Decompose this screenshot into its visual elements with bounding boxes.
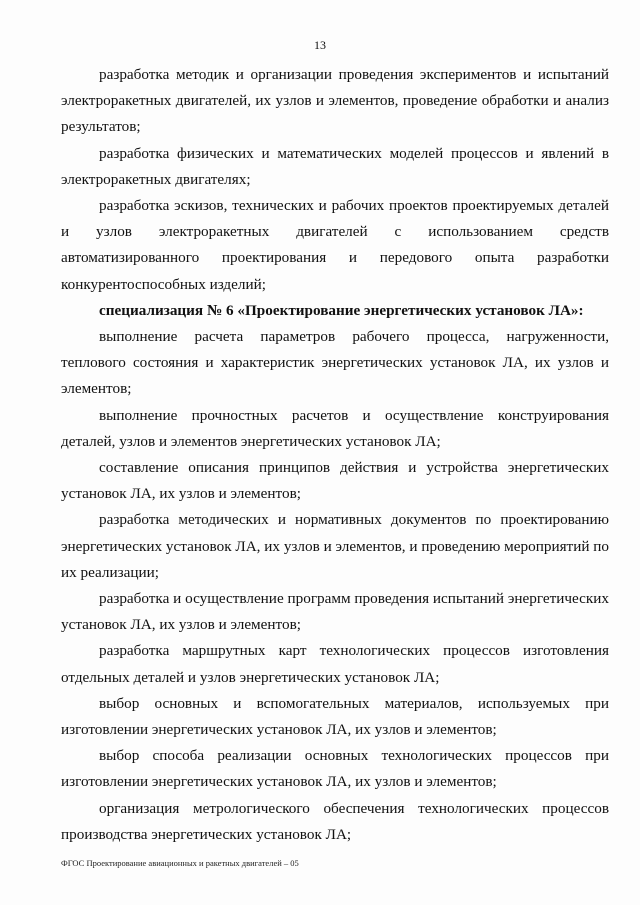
paragraph-operating-principles: составление описания принципов действия и устройства энергетических установок ЛА, их узлов и элементов;	[61, 459, 609, 503]
paragraph-process-selection: выбор способа реализации основных технологических процессов при изготовлении энергетических установок ЛА, их узлов и элементов;	[61, 747, 609, 791]
document-footer: ФГОС Проектирование авиационных и ракетных двигателей – 05	[61, 858, 299, 868]
paragraph-metrology: организация метрологического обеспечения технологических процессов производства энергетических установок ЛА;	[61, 799, 609, 843]
document-body	[61, 62, 609, 848]
paragraph-route-maps: разработка маршрутных карт технологических процессов изготовления отдельных деталей и узлов энергетических установок ЛА;	[61, 642, 609, 686]
paragraph-calculation-parameters: выполнение расчета параметров рабочего процесса, нагруженности, теплового состояния и характеристик энергетических установок ЛА, их узлов и элементов;	[61, 328, 609, 398]
page-number: 13	[314, 38, 326, 52]
paragraph-strength-calculations: выполнение прочностных расчетов и осуществление конструирования деталей, узлов и элементов энергетических установок ЛА;	[61, 406, 609, 450]
paragraph-materials-selection: выбор основных и вспомогательных материалов, используемых при изготовлении энергетических установок ЛА, их узлов и элементов;	[61, 694, 609, 739]
paragraph-methods-experiments: разработка методик и организации проведения экспериментов и испытаний электроракетных двигателей, их узлов и элементов, проведение обработки и анализ результатов;	[61, 66, 609, 136]
specialization-heading: специализация № 6 «Проектирование энергетических установок ЛА»:	[99, 301, 584, 319]
paragraph-test-programs: разработка и осуществление программ проведения испытаний энергетических установок ЛА, их узлов и элементов;	[61, 590, 609, 634]
paragraph-sketches-projects: разработка эскизов, технических и рабочих проектов проектируемых деталей и узлов электроракетных двигателей с использованием средств автоматизированного проектирования и передового опыта разработки конкурентоспособных изделий;	[61, 197, 609, 293]
paragraph-normative-documents: разработка методических и нормативных документов по проектированию энергетических установок ЛА, их узлов и элементов, и проведению мероприятий по их реализации;	[61, 511, 609, 581]
paragraph-physical-models: разработка физических и математических моделей процессов и явлений в электроракетных двигателях;	[61, 144, 609, 188]
